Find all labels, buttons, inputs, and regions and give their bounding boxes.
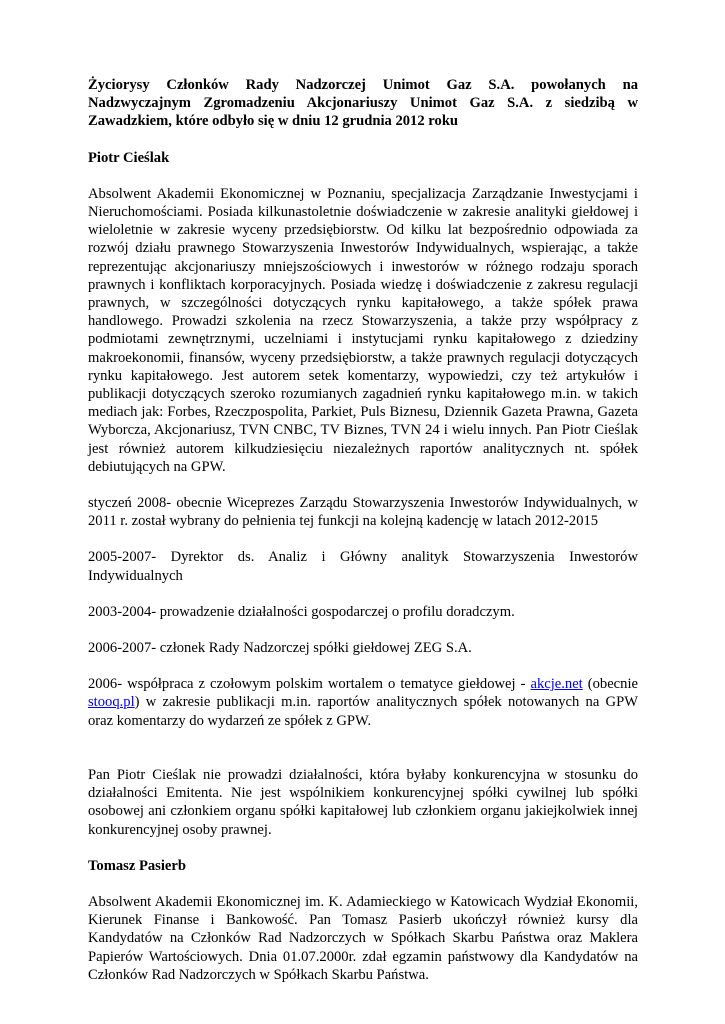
bio-paragraph-pasierb: Absolwent Akademii Ekonomicznej im. K. Adamieckiego w Katowicach Wydział Ekonomii, Kierunek Finanse i Bankowość. Pan Tomasz Pasierb ukończył również kursy dla Kandydatów na Członków Rad Nadzorczych w Spółkach Skarbu Państwa oraz Maklera Papierów Wartościowych. Dnia 01.07.2000r. zdał egzamin państwowy dla Kandydatów na Członków Rad Nadzorczych w Spółkach Skarbu Państwa. bbox=[88, 893, 638, 983]
career-2006-prefix: 2006- współpraca z czołowym polskim wortalem o tematyce giełdowej - bbox=[88, 676, 531, 693]
career-item-2005: 2005-2007- Dyrektor ds. Analiz i Główny analityk Stowarzyszenia Inwestorów Indywidualnych bbox=[88, 549, 638, 584]
career-item-2003: 2003-2004- prowadzenie działalności gospodarczej o profilu doradczym. bbox=[88, 603, 515, 620]
document-title: Życiorysy Członków Rady Nadzorczej Unimot Gaz S.A. powołanych na Nadzwyczajnym Zgromadzeniu Akcjonariuszy Unimot Gaz S.A. z siedzibą w Zawadzkiem, które odbyło się w dniu 12 grudnia 2012 roku bbox=[88, 77, 638, 130]
career-item-2006-zeg: 2006-2007- członek Rady Nadzorczej spółki giełdowej ZEG S.A. bbox=[88, 640, 472, 657]
career-item-2008: styczeń 2008- obecnie Wiceprezes Zarządu Stowarzyszenia Inwestorów Indywidualnych, w 2011 r. został wybrany do pełnienia tej funkcji na kolejną kadencję w latach 2012-2015 bbox=[88, 495, 638, 530]
person-name-pasierb: Tomasz Pasierb bbox=[88, 857, 186, 874]
akcje-net-link[interactable]: akcje.net bbox=[530, 676, 583, 693]
document-page bbox=[88, 76, 638, 984]
person-name-cieslak: Piotr Cieślak bbox=[88, 149, 170, 166]
bio-paragraph-cieslak: Absolwent Akademii Ekonomicznej w Poznaniu, specjalizacja Zarządzanie Inwestycjami i Nieruchomościami. Posiada kilkunastoletnie doświadczenie w zakresie analityki giełdowej i wieloletnie w zakresie wyceny przedsiębiorstw. Od kilku lat bezpośrednio odpowiada za rozwój działu prawnego Stowarzyszenia Inwestorów Indywidualnych, wspierając, a także reprezentując akcjonariuszy mniejszościowych i inwestorów w różnego rodzaju sporach prawnych i konfliktach korporacyjnych. Posiada wiedzę i doświadczenie z zakresu regulacji prawnych, w szczególności dotyczących rynku kapitałowego, a także spółek prawa handlowego. Prowadzi szkolenia na rzecz Stowarzyszenia, a także przy współpracy z podmiotami zewnętrznymi, uczelniami i instytucjami rynku kapitałowego z dziedziny makroekonomii, finansów, wyceny przedsiębiorstw, a także prawnych regulacji dotyczących rynku kapitałowego. Jest autorem setek komentarzy, wypowiedzi, czy też artykułów i publikacji dotyczących szeroko rozumianych zagadnień rynku kapitałowego m.in. w takich mediach jak: Forbes, Rzeczpospolita, Parkiet, Puls Biznesu, Dziennik Gazeta Prawna, Gazeta Wyborcza, Akcjonariusz, TVN CNBC, TV Biznes, TVN 24 i wielu innych. Pan Piotr Cieślak jest również autorem kilkudziesięciu niezależnych raportów analitycznych nt. spółek debiutujących na GPW. bbox=[88, 185, 638, 475]
stooq-pl-link[interactable]: stooq.pl bbox=[88, 694, 135, 711]
career-2006-suffix: ) w zakresie publikacji m.in. raportów analitycznych spółek notowanych na GPW oraz komentarzy do wydarzeń ze spółek z GPW. bbox=[88, 694, 638, 729]
career-2006-middle: (obecnie bbox=[582, 676, 638, 693]
career-item-2006-wortal bbox=[88, 675, 638, 730]
non-compete-statement-cieslak: Pan Piotr Cieślak nie prowadzi działalności, która byłaby konkurencyjna w stosunku do działalności Emitenta. Nie jest wspólnikiem konkurencyjnej spółki cywilnej lub spółki osobowej ani członkiem organu spółki kapitałowej lub członkiem organu jakiejkolwiek innej konkurencyjnej osoby prawnej. bbox=[88, 766, 638, 838]
